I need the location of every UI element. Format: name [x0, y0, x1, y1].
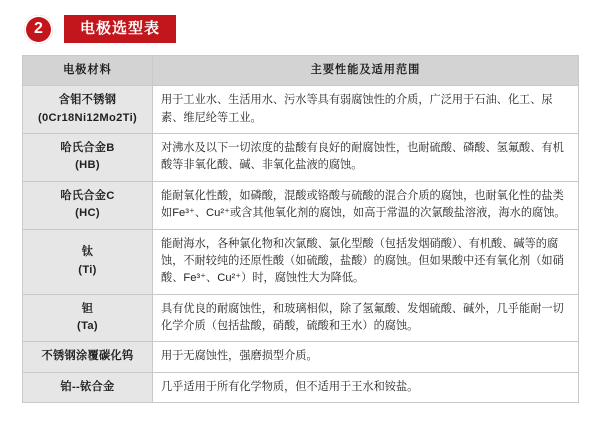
cell-description: 能耐海水，各种氯化物和次氯酸、氯化型酸（包括发烟硝酸）、有机酸、碱等的腐蚀，不耐较纯的还原性酸（如硫酸，盐酸）的腐蚀。但如果酸中还有氧化剂（如硝酸、Fe³⁺、Cu²⁺）时，腐蚀性大为降低。: [153, 229, 579, 294]
cell-material: [23, 372, 153, 402]
material-name-line2: (Ta): [77, 319, 98, 332]
table-row: [23, 86, 579, 134]
material-name-line2: (0Cr18Ni12Mo2Ti): [37, 111, 138, 124]
material-name-line1: 不锈钢涂覆碳化钨: [41, 350, 134, 363]
material-name-line1: 钛: [81, 246, 94, 259]
cell-description: 用于无腐蚀性，强磨损型介质。: [153, 342, 579, 372]
section-number-badge: 2: [24, 15, 53, 44]
cell-material: [23, 181, 153, 229]
cell-material: [23, 86, 153, 134]
material-name-line1: 含钼不锈钢: [58, 94, 117, 107]
material-name-line1: 哈氏合金C: [60, 189, 115, 202]
column-header-material: 电极材料: [23, 56, 153, 86]
table-row: [23, 294, 579, 342]
table-row: [23, 181, 579, 229]
material-name-line2: (HC): [75, 207, 100, 220]
table-row: [23, 372, 579, 402]
table-row: [23, 342, 579, 372]
material-name-line1: 钽: [81, 302, 94, 315]
electrode-selection-table: [22, 55, 579, 403]
page-header: [22, 12, 578, 46]
cell-material: [23, 134, 153, 182]
page-title: 电极选型表: [64, 15, 176, 43]
table-row: [23, 229, 579, 294]
cell-description: 几乎适用于所有化学物质，但不适用于王水和铵盐。: [153, 372, 579, 402]
cell-description: 对沸水及以下一切浓度的盐酸有良好的耐腐蚀性，也耐硫酸、磷酸、氢氟酸、有机酸等非氧化酸、碱、非氧化盐液的腐蚀。: [153, 134, 579, 182]
material-name-line1: 哈氏合金B: [60, 142, 115, 155]
table-header-row: [23, 56, 579, 86]
column-header-description: 主要性能及适用范围: [153, 56, 579, 86]
cell-material: [23, 229, 153, 294]
material-name-line2: (Ti): [78, 263, 97, 276]
cell-description: 能耐氧化性酸，如磷酸，混酸或铬酸与硫酸的混合介质的腐蚀，也耐氧化性的盐类如Fe³⁺、Cu²⁺或含其他氧化剂的腐蚀，如高于常温的次氯酸盐溶液，海水的腐蚀。: [153, 181, 579, 229]
cell-material: [23, 342, 153, 372]
material-name-line1: 铂--铱合金: [60, 380, 115, 393]
cell-description: 用于工业水、生活用水、污水等具有弱腐蚀性的介质，广泛用于石油、化工、尿素、维尼纶等工业。: [153, 86, 579, 134]
table-row: [23, 134, 579, 182]
cell-description: 具有优良的耐腐蚀性，和玻璃相似，除了氢氟酸、发烟硫酸、碱外，几乎能耐一切化学介质（包括盐酸，硝酸，硫酸和王水）的腐蚀。: [153, 294, 579, 342]
cell-material: [23, 294, 153, 342]
material-name-line2: (HB): [75, 159, 100, 172]
